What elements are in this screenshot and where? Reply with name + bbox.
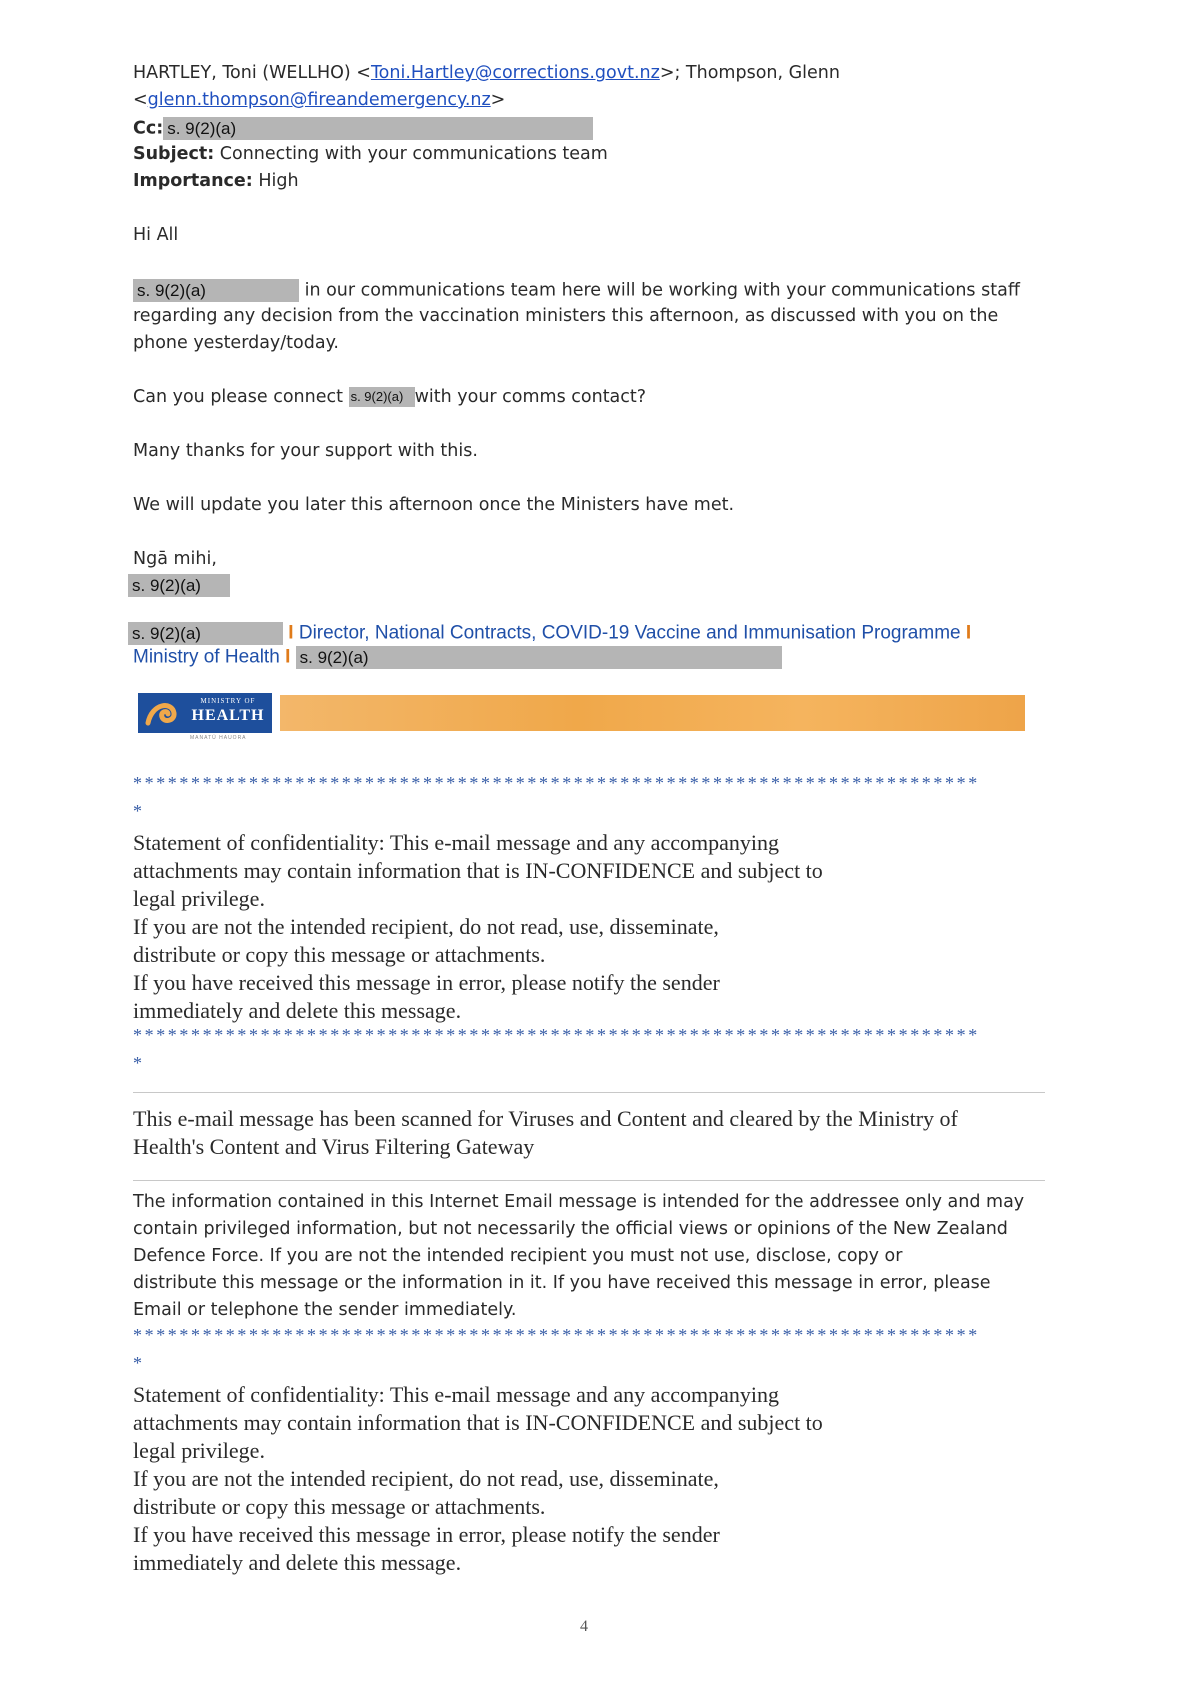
conf2-line-7: immediately and delete this message.: [133, 1550, 462, 1575]
conf1-line-7: immediately and delete this message.: [133, 998, 462, 1023]
nzdf-line-1: The information contained in this Internet Email message is intended for the addressee only and may: [133, 1192, 1025, 1212]
paragraph-1-line-3: phone yesterday/today.: [133, 333, 339, 353]
stars-divider-3: *************************************************************************: [133, 1325, 980, 1345]
importance-label: Importance:: [133, 171, 253, 191]
nzdf-line-5: Email or telephone the sender immediately.: [133, 1300, 517, 1320]
conf1-line-3: legal privilege.: [133, 886, 265, 911]
signoff-redaction: s. 9(2)(a): [128, 574, 230, 597]
conf2-line-1: Statement of confidentiality: This e-mail message and any accompanying: [133, 1382, 779, 1407]
signoff-redaction-row: [128, 574, 230, 597]
logo-subtext: MANATŪ HAUORA: [190, 735, 247, 741]
to-line-1: HARTLEY, Toni (WELLHO) <Toni.Hartley@corrections.govt.nz>; Thompson, Glenn: [133, 63, 840, 83]
cc-line: [133, 117, 593, 140]
cc-label: Cc:: [133, 118, 164, 139]
signature-contact-redaction: s. 9(2)(a): [296, 646, 782, 669]
conf1-line-4: If you are not the intended recipient, do not read, use, disseminate,: [133, 914, 719, 939]
signature-name-redaction: s. 9(2)(a): [128, 622, 283, 645]
signature-separator: I: [288, 622, 294, 644]
divider-1: [133, 1092, 1045, 1093]
cc-redaction: s. 9(2)(a): [163, 117, 593, 140]
to-line-2: <glenn.thompson@fireandemergency.nz>: [133, 90, 506, 110]
signature-title: Director, National Contracts, COVID-19 Vaccine and Immunisation Programme: [298, 622, 961, 644]
subject-label: Subject:: [133, 144, 215, 164]
importance-line: [133, 171, 299, 191]
stars-divider-1: *************************************************************************: [133, 773, 980, 793]
logo-text-line-2: HEALTH: [191, 707, 265, 724]
page-number: 4: [580, 1618, 588, 1635]
signoff: Ngā mihi,: [133, 549, 217, 569]
greeting: Hi All: [133, 225, 179, 245]
conf2-line-5: distribute or copy this message or attachments.: [133, 1494, 546, 1519]
stars-tail-2: *: [133, 1053, 145, 1073]
signature-line-2: [133, 646, 782, 669]
paragraph-1-line-2: regarding any decision from the vaccination ministers this afternoon, as discussed with you on the: [133, 306, 999, 326]
brand-banner-bar: [280, 695, 1025, 731]
divider-2: [133, 1180, 1045, 1181]
email-link-hartley[interactable]: Toni.Hartley@corrections.govt.nz: [370, 63, 660, 83]
conf2-line-4: If you are not the intended recipient, do not read, use, disseminate,: [133, 1466, 719, 1491]
conf1-line-2: attachments may contain information that is IN-CONFIDENCE and subject to: [133, 858, 823, 883]
stars-tail-3: *: [133, 1353, 145, 1373]
ministry-of-health-logo: [138, 693, 272, 733]
signature-org: Ministry of Health: [133, 646, 280, 668]
conf2-line-3: legal privilege.: [133, 1438, 265, 1463]
conf2-line-2: attachments may contain information that is IN-CONFIDENCE and subject to: [133, 1410, 823, 1435]
conf2-line-6: If you have received this message in error, please notify the sender: [133, 1522, 720, 1547]
email-link-thompson[interactable]: glenn.thompson@fireandemergency.nz: [147, 90, 491, 110]
nzdf-line-4: distribute this message or the information in it. If you have received this message in error, please: [133, 1273, 991, 1293]
subject-text: Connecting with your communications team: [219, 144, 608, 164]
signature-separator-2: I: [285, 646, 291, 668]
paragraph-1-line-1: s. 9(2)(a) in our communications team here will be working with your communications staff: [133, 279, 1020, 302]
paragraph-3: Many thanks for your support with this.: [133, 441, 478, 461]
scan-line-2: Health's Content and Virus Filtering Gateway: [133, 1134, 535, 1159]
nzdf-line-3: Defence Force. If you are not the intended recipient you must not use, disclose, copy or: [133, 1246, 903, 1266]
signature-separator-end: I: [965, 622, 972, 644]
importance-value: High: [258, 171, 299, 191]
conf1-line-5: distribute or copy this message or attachments.: [133, 942, 546, 967]
scan-line-1: This e-mail message has been scanned for Viruses and Content and cleared by the Ministry of: [133, 1106, 958, 1131]
subject-line: [133, 144, 608, 164]
p2-redaction: s. 9(2)(a): [349, 387, 415, 407]
nzdf-line-2: contain privileged information, but not necessarily the official views or opinions of the New Zealand: [133, 1219, 1008, 1239]
paragraph-4: We will update you later this afternoon once the Ministers have met.: [133, 495, 735, 515]
conf1-line-6: If you have received this message in error, please notify the sender: [133, 970, 720, 995]
p1-redaction: s. 9(2)(a): [133, 279, 299, 302]
stars-divider-2: *************************************************************************: [133, 1025, 980, 1045]
conf1-line-1: Statement of confidentiality: This e-mail message and any accompanying: [133, 830, 779, 855]
stars-tail-1: *: [133, 801, 145, 821]
paragraph-2: Can you please connect s. 9(2)(a) with your comms contact?: [133, 387, 647, 407]
koru-icon: [140, 693, 180, 733]
logo-text-line-1: MINISTRY OF: [200, 697, 256, 705]
signature-line-1: [128, 622, 971, 645]
